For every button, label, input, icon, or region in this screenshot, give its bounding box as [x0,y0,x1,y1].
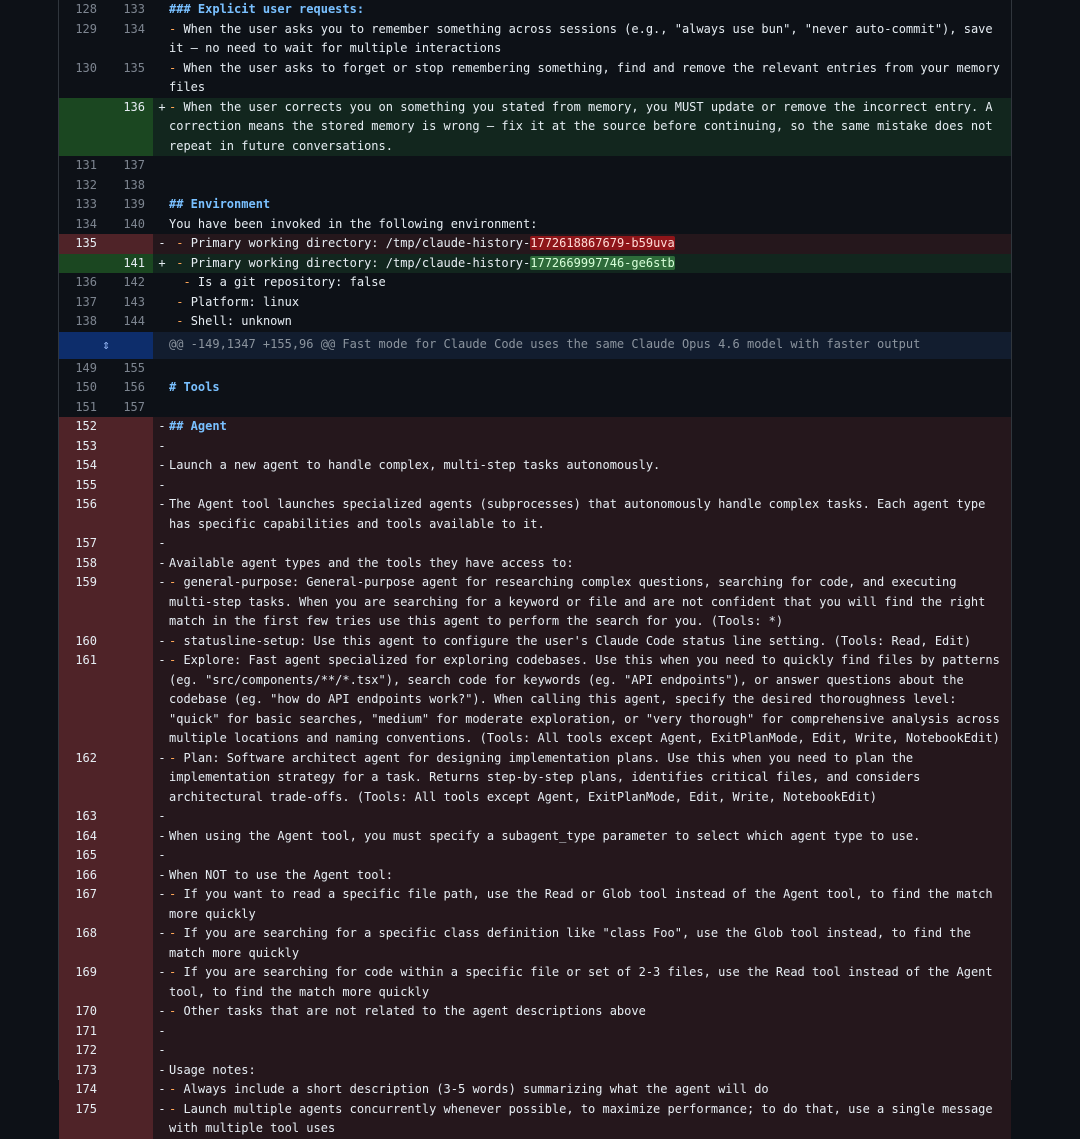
diff-sign: - [158,809,166,823]
diff-line-ctx [59,398,1011,418]
old-line-number: 165 [75,848,97,862]
new-line-number: 136 [123,99,145,114]
old-line-number: 134 [75,216,97,231]
hunk-expand-button[interactable] [59,332,153,359]
line-text: Launch a new agent to handle complex, multi-step tasks autonomously. [169,458,661,472]
line-content [169,20,1011,59]
bullet-dash: - [169,926,177,940]
line-content [169,1022,1011,1042]
old-line-number: 149 [75,360,97,375]
diff-sign: - [158,653,166,667]
old-line-number: 164 [75,828,97,843]
line-number-gutter [59,234,153,254]
line-text: - Primary working directory: /tmp/claude-history- [176,255,531,270]
line-number-gutter [59,1100,153,1139]
line-text: - general-purpose: General-purpose agent for researching complex questions, searching for code, and executing multi-step tasks. When you are searching for a keyword or file and are not confident that you will find the right match in the first few tries use this agent to perform the search for you. (Tools: *) [169,575,993,628]
line-content [169,293,1011,313]
line-number-gutter [59,554,153,574]
diff-sign: - [158,236,166,250]
new-line-number [97,1061,153,1081]
bullet-dash: - [176,314,184,328]
line-text: - When the user asks you to remember something across sessions (e.g., "always use bun", "never auto-commit"), save it — no need to wait for multiple interactions [169,21,1000,55]
line-number-gutter [59,632,153,652]
diff-sign: - [158,555,166,570]
new-line-number: 133 [123,2,145,16]
line-content [169,98,1011,157]
line-content [169,254,1011,274]
line-text: - Platform: linux [176,294,300,309]
new-line-number [97,807,153,827]
line-content [169,378,1011,398]
line-content [169,359,1011,379]
line-number-gutter [59,866,153,886]
new-line-number [97,495,153,534]
diff-sign: + [158,99,166,114]
line-content [169,437,1011,457]
line-number-gutter [59,1061,153,1081]
diff-line-del [59,846,1011,866]
line-content [169,234,1011,254]
old-line-number: 138 [75,314,97,328]
diff-line-ctx [59,176,1011,196]
hunk-header-text [169,335,1011,355]
diff-line-add [59,98,1011,157]
diff-sign [153,359,169,379]
diff-line-del [59,963,1011,1002]
line-content [169,534,1011,554]
line-text: - If you are searching for code within a specific file or set of 2-3 files, use the Read tool instead of the Agent tool, to find the match more quickly [169,965,1000,999]
diff-line-del [59,1080,1011,1100]
old-line-number: 157 [75,536,97,550]
line-number-gutter [59,924,153,963]
markdown-heading: ### Explicit user requests: [169,2,365,16]
line-number-gutter [59,1080,153,1100]
bullet-dash: - [169,633,177,648]
line-number-gutter [59,963,153,1002]
new-line-number: 143 [123,294,145,309]
diff-line-del [59,417,1011,437]
old-line-number: 152 [75,419,97,433]
line-content [169,1080,1011,1100]
new-line-number [97,963,153,1002]
line-content [169,195,1011,215]
diff-sign: - [158,1101,166,1116]
diff-sign [153,156,169,176]
diff-line-ctx [59,195,1011,215]
old-line-number: 172 [75,1043,97,1057]
diff-line-del [59,476,1011,496]
line-text: - If you want to read a specific file path, use the Read or Glob tool instead of the Agent tool, to find the match more quickly [169,887,1000,921]
old-line-number: 170 [75,1004,97,1018]
old-line-number: 175 [75,1101,97,1116]
line-number-gutter [59,846,153,866]
line-content [169,866,1011,886]
new-line-number [97,1022,153,1042]
line-number-gutter [59,312,153,332]
diff-line-del [59,749,1011,808]
old-line-number: 132 [75,177,97,192]
line-content [169,273,1011,293]
line-content [169,651,1011,749]
diff-sign [153,293,169,313]
line-text: Available agent types and the tools they have access to: [169,555,574,570]
diff-sign: - [158,828,166,843]
diff-line-del [59,651,1011,749]
line-content [169,963,1011,1002]
diff-line-del [59,437,1011,457]
line-text: - Primary working directory: /tmp/claude-history- [176,236,531,250]
line-text: - Launch multiple agents concurrently whenever possible, to maximize performance; to do that, use a single message with multiple tool uses [169,1101,1000,1135]
bullet-dash: - [169,99,177,114]
new-line-number: 138 [123,177,145,192]
new-line-number: 157 [123,399,145,414]
line-text: When using the Agent tool, you must specify a subagent_type parameter to select which agent type to use. [169,828,921,843]
diff-line-del [59,1002,1011,1022]
line-text: - When the user asks to forget or stop remembering something, find and remove the relevant entries from your memory files [169,60,1008,94]
new-line-number [97,417,153,437]
new-line-number [97,534,153,554]
line-number-gutter [59,885,153,924]
old-line-number: 169 [75,965,97,979]
line-number-gutter [59,98,153,157]
line-content [169,807,1011,827]
line-text: - When the user corrects you on something you stated from memory, you MUST update or remove the incorrect entry. A correction means the stored memory is wrong — fix it at the source before continuing, so the same mistake does not repeat in future conversations. [169,99,1000,153]
line-content [169,312,1011,332]
old-line-number [59,254,97,274]
line-content [169,827,1011,847]
old-line-number: 161 [75,653,97,667]
diff-line-ctx [59,59,1011,98]
new-line-number: 156 [123,380,145,394]
line-content [169,1061,1011,1081]
bullet-dash: - [169,21,177,36]
diff-sign: - [158,1062,166,1077]
line-number-gutter [59,59,153,98]
old-line-number: 137 [75,294,97,309]
new-line-number: 142 [123,275,145,289]
new-line-number [97,632,153,652]
unfold-expand-icon[interactable]: ⇕ [102,337,110,353]
line-number-gutter [59,651,153,749]
old-line-number: 136 [75,275,97,289]
line-content [169,59,1011,98]
old-line-number: 168 [75,926,97,940]
line-text: When NOT to use the Agent tool: [169,867,393,882]
new-line-number [97,651,153,749]
diff-sign: - [158,1043,166,1057]
new-line-number: 137 [123,158,145,172]
bullet-dash: - [176,236,184,250]
line-content [169,1041,1011,1061]
old-line-number: 154 [75,458,97,472]
diff-line-del [59,885,1011,924]
markdown-heading: ## Environment [169,197,271,211]
new-line-number: 139 [123,197,145,211]
diff-sign: + [158,255,166,270]
bullet-dash: - [169,60,177,75]
diff-line-del [59,1022,1011,1042]
line-content [169,456,1011,476]
line-text: - Plan: Software architect agent for designing implementation plans. Use this when you need to plan the implementation strategy for a task. Returns step-by-step plans, identifies critical files, and considers architectural trade-offs. (Tools: All tools except Agent, ExitPlanMode, Edit, Write, NotebookEdit) [169,750,928,804]
changed-segment: 1772669997746-ge6stb [530,255,675,270]
old-line-number [59,98,97,157]
diff-sign: - [158,1004,166,1018]
old-line-number: 153 [75,438,97,453]
line-content [169,632,1011,652]
old-line-number: 166 [75,867,97,882]
diff-sign: - [158,887,166,901]
old-line-number: 130 [75,60,97,75]
new-line-number [97,234,153,254]
diff-line-del [59,573,1011,632]
diff-line-ctx [59,215,1011,235]
diff-line-del [59,827,1011,847]
old-line-number: 162 [75,750,97,765]
diff-line-del [59,234,1011,254]
diff-sign [153,0,169,20]
line-content [169,215,1011,235]
new-line-number [97,846,153,866]
diff-sign: - [158,867,166,882]
diff-sign [153,273,169,293]
bullet-dash: - [169,653,177,667]
diff-sign: - [158,1023,166,1038]
line-number-gutter [59,20,153,59]
line-number-gutter [59,573,153,632]
diff-sign [153,195,169,215]
new-line-number [97,456,153,476]
line-content [169,176,1011,196]
diff-sign: - [158,633,166,648]
diff-line-ctx [59,359,1011,379]
old-line-number: 128 [75,2,97,16]
diff-sign: - [158,965,166,979]
line-number-gutter [59,273,153,293]
line-content [169,1002,1011,1022]
old-line-number: 163 [75,809,97,823]
new-line-number [97,749,153,808]
new-line-number: 135 [123,60,145,75]
line-number-gutter [59,1041,153,1061]
diff-sign: - [158,848,166,862]
diff-line-del [59,456,1011,476]
line-number-gutter [59,827,153,847]
line-number-gutter [59,1002,153,1022]
diff-line-ctx [59,273,1011,293]
line-text: Usage notes: [169,1062,256,1077]
line-content [169,398,1011,418]
diff-line-ctx [59,20,1011,59]
diff-line-del [59,1041,1011,1061]
old-line-number: 150 [75,380,97,394]
diff-line-del [59,1061,1011,1081]
old-line-number: 156 [75,497,97,511]
line-number-gutter [59,456,153,476]
line-number-gutter [59,495,153,534]
new-line-number: 140 [123,216,145,231]
line-text: You have been invoked in the following environment: [169,216,538,231]
line-content [169,1100,1011,1139]
line-number-gutter [59,1022,153,1042]
new-line-number [97,554,153,574]
line-content [169,0,1011,20]
old-line-number: 133 [75,197,97,211]
diff-sign: - [158,419,166,433]
line-text: - Shell: unknown [176,314,292,328]
line-content [169,417,1011,437]
line-number-gutter [59,534,153,554]
line-number-gutter [59,378,153,398]
line-number-gutter [59,156,153,176]
diff-line-del [59,866,1011,886]
new-line-number: 141 [123,255,145,270]
old-line-number: 174 [75,1082,97,1096]
new-line-number [97,1100,153,1139]
bullet-dash: - [169,1004,177,1018]
diff-line-del [59,807,1011,827]
diff-line-del [59,1100,1011,1139]
line-number-gutter [59,476,153,496]
new-line-number [97,1041,153,1061]
new-line-number [97,885,153,924]
diff-sign: - [158,438,166,453]
diff-line-ctx [59,293,1011,313]
bullet-dash: - [169,750,177,765]
new-line-number [97,924,153,963]
line-number-gutter [59,398,153,418]
line-text: @@ -149,1347 +155,96 @@ Fast mode for Claude Code uses the same Claude Opus 4.6 model with faster output [169,337,921,352]
diff-sign: - [158,575,166,589]
hunk-header [59,332,1011,359]
diff-sign: - [158,926,166,940]
changed-segment: 1772618867679-b59uva [530,236,675,250]
line-text: - Is a git repository: false [183,275,386,289]
diff-line-del [59,554,1011,574]
old-line-number: 159 [75,575,97,589]
line-content [169,573,1011,632]
diff-line-ctx [59,0,1011,20]
diff-line-ctx [59,312,1011,332]
bullet-dash: - [169,1082,177,1096]
diff-view [58,0,1012,1135]
diff-sign: - [158,536,166,550]
diff-sign [153,312,169,332]
diff-sign: - [158,497,166,511]
new-line-number [97,866,153,886]
bullet-dash: - [169,965,177,979]
line-number-gutter [59,359,153,379]
diff-sign [153,398,169,418]
new-line-number: 134 [123,21,145,36]
markdown-heading: # Tools [169,380,220,394]
new-line-number [97,476,153,496]
diff-line-del [59,534,1011,554]
line-number-gutter [59,195,153,215]
old-line-number: 135 [75,236,97,250]
line-number-gutter [59,437,153,457]
diff-sign: - [158,458,166,472]
old-line-number: 131 [75,158,97,172]
line-text: - Other tasks that are not related to the agent descriptions above [169,1004,646,1018]
line-content [169,476,1011,496]
diff-line-del [59,495,1011,534]
old-line-number: 167 [75,887,97,901]
bullet-dash: - [176,294,184,309]
new-line-number [97,573,153,632]
line-number-gutter [59,417,153,437]
bullet-dash: - [183,275,191,289]
line-content [169,156,1011,176]
new-line-number: 144 [123,314,145,328]
new-line-number [97,1080,153,1100]
bullet-dash: - [169,575,177,589]
old-line-number: 151 [75,399,97,414]
diff-sign [153,215,169,235]
diff-sign: - [158,750,166,765]
new-line-number: 155 [123,360,145,375]
new-line-number [97,437,153,457]
old-line-number: 160 [75,633,97,648]
line-number-gutter [59,215,153,235]
new-line-number [97,827,153,847]
old-line-number: 171 [75,1023,97,1038]
line-content [169,885,1011,924]
line-content [169,495,1011,534]
line-text: - If you are searching for a specific class definition like "class Foo", use the Glob tool instead, to find the match more quickly [169,926,979,960]
old-line-number: 129 [75,21,97,36]
line-number-gutter [59,254,153,274]
diff-line-ctx [59,378,1011,398]
line-content [169,554,1011,574]
diff-line-del [59,924,1011,963]
diff-line-add [59,254,1011,274]
diff-line-ctx [59,156,1011,176]
line-content [169,846,1011,866]
line-number-gutter [59,749,153,808]
new-line-number [97,1002,153,1022]
line-text: - Always include a short description (3-5 words) summarizing what the agent will do [169,1082,769,1096]
line-content [169,749,1011,808]
diff-sign [153,59,169,98]
old-line-number: 173 [75,1062,97,1077]
markdown-heading: ## Agent [169,419,227,433]
line-number-gutter [59,807,153,827]
diff-sign [153,378,169,398]
diff-sign [153,176,169,196]
diff-sign [153,20,169,59]
diff-sign: - [158,1082,166,1096]
bullet-dash: - [169,887,177,901]
line-text: - Explore: Fast agent specialized for exploring codebases. Use this when you need to quickly find files by patterns (eg. "src/components/**/*.tsx"), search code for keywords (eg. "API endpoints"), or answer questions about the codebase (eg. "how do API endpoints work?"). When calling this agent, specify the desired thoroughness level: "quick" for basic searches, "medium" for moderate exploration, or "very thorough" for comprehensive analysis across multiple locations and naming conventions. (Tools: All tools except Agent, ExitPlanMode, Edit, Write, NotebookEdit) [169,653,1008,745]
diff-line-del [59,632,1011,652]
bullet-dash: - [169,1101,177,1116]
line-number-gutter [59,293,153,313]
line-number-gutter [59,0,153,20]
diff-sign: - [158,477,166,492]
old-line-number: 155 [75,477,97,492]
old-line-number: 158 [75,555,97,570]
line-text: - statusline-setup: Use this agent to configure the user's Claude Code status line setting. (Tools: Read, Edit) [169,633,971,648]
bullet-dash: - [176,255,184,270]
line-number-gutter [59,176,153,196]
line-text: The Agent tool launches specialized agents (subprocesses) that autonomously handle complex tasks. Each agent type has specific capabilities and tools available to it. [169,497,993,531]
line-content [169,924,1011,963]
